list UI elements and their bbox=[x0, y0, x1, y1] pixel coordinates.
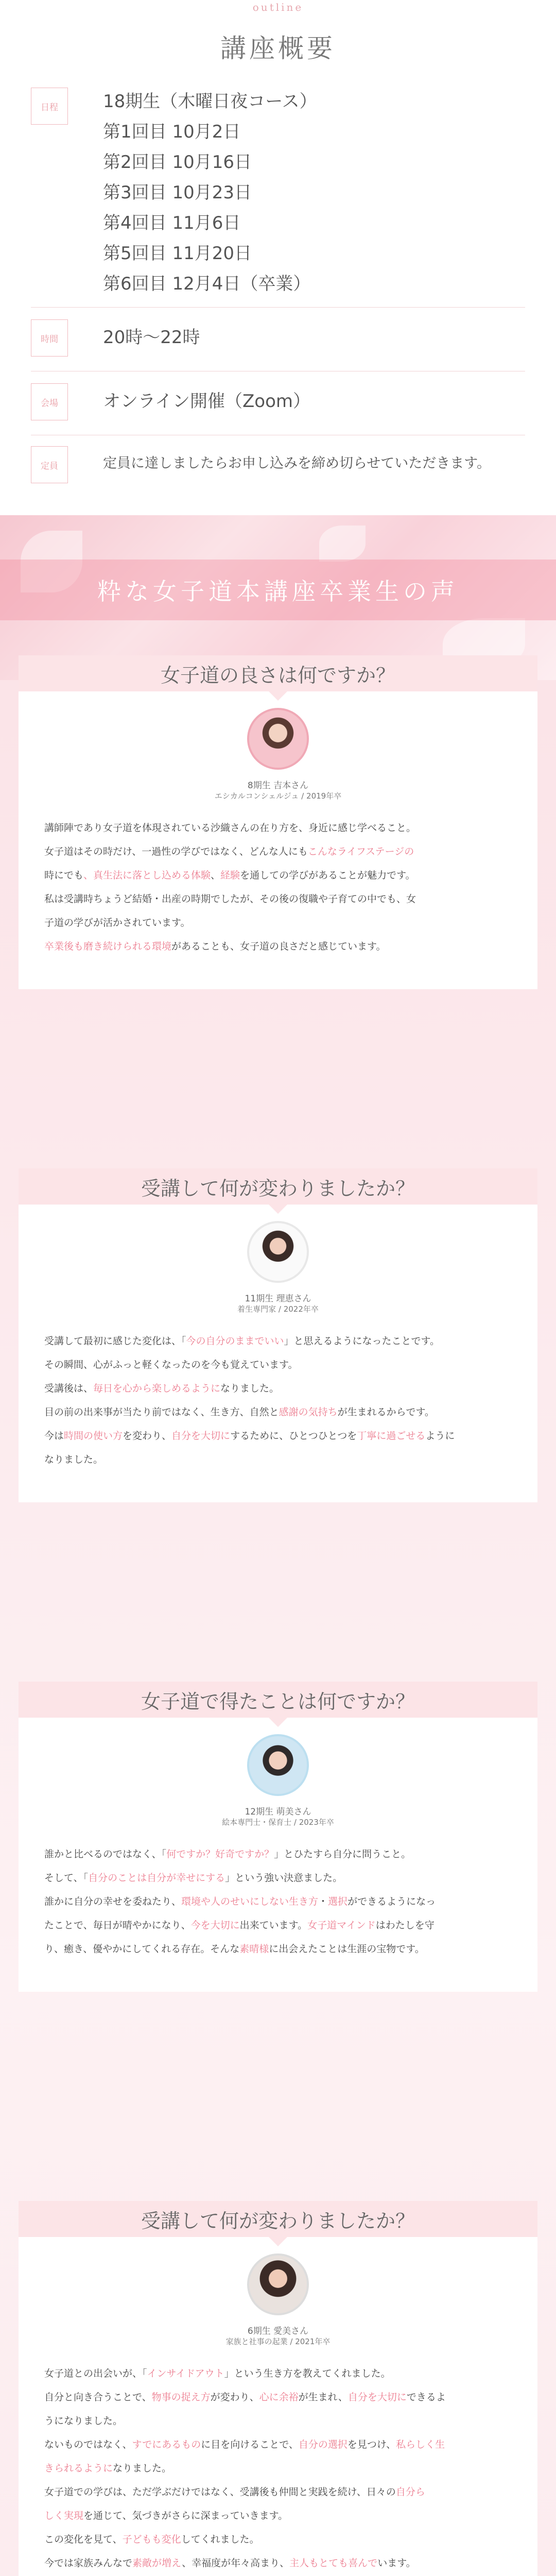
body-text: り、癒き、優やかにしてくれる存在。そんな bbox=[44, 1943, 240, 1955]
body-text: 出来ています。 bbox=[239, 1920, 308, 1931]
body-text: 時にでも bbox=[44, 870, 84, 881]
highlight-text: 子どもも変化 bbox=[122, 2534, 181, 2545]
voices-title-band bbox=[0, 560, 556, 620]
body-text: はわたしを守 bbox=[375, 1920, 435, 1931]
testimonial-line bbox=[44, 1842, 512, 1866]
testimonial-question: 受講して何が変わりましたか？ bbox=[19, 1168, 537, 1205]
body-text: があることも、女子道の良さだと感じています。 bbox=[171, 941, 386, 952]
highlight-text: 私らしく生 bbox=[396, 2439, 445, 2450]
body-text: 」と思えるようになったことです。 bbox=[284, 1335, 440, 1347]
highlight-text: インサイドアウト bbox=[147, 2368, 224, 2379]
testimonial-card bbox=[19, 655, 537, 989]
testimonial-card bbox=[19, 1682, 537, 1992]
venue-text: オンライン開催（Zoom） bbox=[103, 391, 310, 412]
outline-eyebrow: outline bbox=[252, 1, 304, 13]
testimonial-line bbox=[44, 1937, 512, 1961]
body-text: してくれました。 bbox=[181, 2534, 259, 2545]
testimonial-line bbox=[44, 1400, 512, 1424]
body-text: 自分と向き合うことで、 bbox=[44, 2392, 152, 2403]
outline-title: 講座概要 bbox=[220, 33, 336, 63]
body-text: 受講して最初に感じた変化は、「 bbox=[44, 1335, 186, 1347]
body-text: います。 bbox=[377, 2557, 416, 2569]
graduate-name: 11期生 理恵さん bbox=[245, 1294, 311, 1304]
testimonial-line bbox=[44, 911, 512, 935]
testimonial-line bbox=[44, 2433, 512, 2456]
body-text: 講師陣であり女子道を体現されている沙織さんの在り方を、身近に感じ学べること。 bbox=[44, 822, 416, 834]
highlight-text: 卒業後も磨き続けられる環境 bbox=[44, 941, 172, 952]
avatar bbox=[247, 2253, 309, 2315]
body-text: 」とひたすら自分に問うこと。 bbox=[274, 1849, 411, 1860]
capacity-text: 定員に達しましたらお申し込みを締め切らせていただきます。 bbox=[103, 455, 491, 471]
body-text: に出会えたことは生涯の宝物です。 bbox=[269, 1943, 425, 1955]
testimonial-line bbox=[44, 2504, 512, 2528]
body-text: この変化を見て、 bbox=[44, 2534, 123, 2545]
body-text: を変わり、 bbox=[123, 1430, 172, 1442]
testimonial-line bbox=[44, 1377, 512, 1400]
testimonial-line bbox=[44, 935, 512, 958]
testimonial-line bbox=[44, 1329, 512, 1353]
highlight-text: 自分を大切に bbox=[171, 1430, 231, 1442]
highlight-text: 何ですか？好奇ですか？ bbox=[166, 1849, 274, 1860]
graduate-role: 絵本専門士・保育士 / 2023年卒 bbox=[222, 1818, 334, 1827]
highlight-text: 時間の使い方 bbox=[64, 1430, 123, 1442]
body-text: 誰かに自分の幸せを委ねたり、 bbox=[44, 1896, 182, 1907]
body-text: 目の前の出来事が当たり前ではなく、生き方、自然と bbox=[44, 1406, 279, 1418]
graduate-role: 着生専門家 / 2022年卒 bbox=[237, 1304, 319, 1314]
body-text: その瞬間、心がふっと軽くなったのを今も覚えています。 bbox=[44, 1359, 298, 1370]
testimonial-line bbox=[44, 840, 512, 863]
time-badge: 時間 bbox=[31, 319, 68, 357]
testimonial-line bbox=[44, 887, 512, 911]
highlight-text: こんなライフステージの bbox=[307, 846, 414, 857]
body-text: 」という生き方を教えてくれました。 bbox=[224, 2368, 391, 2379]
testimonial-line bbox=[44, 1448, 512, 1471]
body-text: 、幸福度が年々高まり、 bbox=[182, 2557, 290, 2569]
highlight-text: 今の自分のままでいい bbox=[186, 1335, 284, 1347]
body-text: 今は bbox=[44, 1430, 64, 1442]
body-text: できるよ bbox=[406, 2392, 446, 2403]
highlight-text: 丁寧に過ごせる bbox=[357, 1430, 426, 1442]
testimonial-body bbox=[44, 1842, 512, 1961]
testimonial-question: 受講して何が変わりましたか？ bbox=[19, 2201, 537, 2237]
schedule-badge: 日程 bbox=[31, 88, 68, 125]
highlight-text: 選択 bbox=[328, 1896, 348, 1907]
testimonial-question: 女子道の良さは何ですか？ bbox=[19, 655, 537, 691]
highlight-text: 経験 bbox=[220, 870, 240, 881]
testimonial-line bbox=[44, 2456, 512, 2480]
body-text: 女子道との出会いが、「 bbox=[44, 2368, 147, 2379]
highlight-text: 女子道マインド bbox=[307, 1920, 376, 1931]
petal-decoration bbox=[319, 526, 366, 562]
body-text: そして、「 bbox=[44, 1872, 89, 1884]
divider bbox=[31, 307, 525, 308]
highlight-text: 物事の捉え方 bbox=[151, 2392, 211, 2403]
testimonial-card bbox=[19, 1168, 537, 1502]
body-text: を通しての学びがあることが魅力です。 bbox=[240, 870, 415, 881]
highlight-text: 自分の選択 bbox=[298, 2439, 348, 2450]
testimonial-line bbox=[44, 816, 512, 840]
body-text: なりました。 bbox=[113, 2463, 172, 2474]
body-text: 女子道はその時だけ、一過性の学びではなく、どんな人にも bbox=[44, 846, 308, 857]
highlight-text: すでにあるもの bbox=[132, 2439, 201, 2450]
voices-title: 粋な女子道本講座卒業生の声 bbox=[97, 578, 459, 605]
highlight-text: 自分ら bbox=[395, 2486, 425, 2498]
body-text: なりました。 bbox=[220, 1383, 280, 1394]
testimonial-line bbox=[44, 1913, 512, 1937]
testimonial-question: 女子道で得たことは何ですか？ bbox=[19, 1682, 537, 1718]
body-text: 」という強い決意ました。 bbox=[225, 1872, 343, 1884]
body-text: 子道の学びが活かされています。 bbox=[44, 917, 190, 928]
testimonial-line bbox=[44, 2480, 512, 2504]
body-text: 女子道での学びは、ただ学ぶだけではなく、受講後も仲間と実践を続け、日々の bbox=[44, 2486, 396, 2498]
testimonial-line bbox=[44, 863, 512, 887]
body-text: を通じて、気づきがさらに深まっていきます。 bbox=[83, 2510, 288, 2521]
venue-badge: 会場 bbox=[31, 383, 68, 420]
schedule-text: 18期生（木曜日夜コース） 第1回目 10月2日 第2回目 10月16日 第3回目 10月23日 第4回目 11月6日 第5回目 11月20日 第6回目 12月4日（卒業） bbox=[103, 91, 317, 294]
graduate-name: 12期生 萌美さん bbox=[245, 1807, 311, 1817]
graduate-name: 6期生 愛美さん bbox=[247, 2326, 309, 2336]
capacity-badge: 定員 bbox=[31, 446, 68, 483]
body-text: するために、ひとつひとつを bbox=[230, 1430, 357, 1442]
testimonial-body bbox=[44, 2362, 512, 2575]
highlight-text: 今を大切に bbox=[190, 1920, 240, 1931]
body-text: が変わり、 bbox=[210, 2392, 259, 2403]
testimonial-card bbox=[19, 2201, 537, 2576]
body-text: を見つけ、 bbox=[347, 2439, 396, 2450]
testimonial-line bbox=[44, 1890, 512, 1913]
body-text: に目を向けることで、 bbox=[201, 2439, 299, 2450]
highlight-text: きられるように bbox=[44, 2463, 113, 2474]
body-text: が生まれるからです。 bbox=[337, 1406, 435, 1418]
testimonial-line bbox=[44, 2385, 512, 2409]
body-text: ・ bbox=[318, 1896, 328, 1907]
body-text: ができるようになっ bbox=[348, 1896, 436, 1907]
body-text: ないものではなく、 bbox=[44, 2439, 132, 2450]
testimonial-line bbox=[44, 2362, 512, 2385]
avatar bbox=[247, 708, 309, 770]
testimonial-line bbox=[44, 1353, 512, 1377]
avatar bbox=[247, 1221, 309, 1283]
highlight-text: 自分のことは自分が幸せにする bbox=[88, 1872, 225, 1884]
highlight-text: 、真生法に落とし込める体験 bbox=[83, 870, 211, 881]
highlight-text: 環境や人のせいにしない生き方 bbox=[181, 1896, 319, 1907]
testimonial-line bbox=[44, 1424, 512, 1448]
highlight-text: しく実現 bbox=[44, 2510, 84, 2521]
highlight-text: 毎日を心から楽しめるように bbox=[93, 1383, 221, 1394]
testimonial-line bbox=[44, 2409, 512, 2433]
body-text: なりました。 bbox=[44, 1454, 103, 1465]
graduate-name: 8期生 吉本さん bbox=[247, 781, 309, 791]
body-text: 私は受講時ちょうど結婚・出産の時期でしたが、その後の復職や子育ての中でも、女 bbox=[44, 893, 416, 905]
highlight-text: 感謝の気持ち bbox=[279, 1406, 338, 1418]
testimonial-line bbox=[44, 2551, 512, 2575]
testimonial-line bbox=[44, 1866, 512, 1890]
testimonial-body bbox=[44, 1329, 512, 1471]
highlight-text: 素晴様 bbox=[239, 1943, 269, 1955]
highlight-text: 自分を大切に bbox=[348, 2392, 407, 2403]
outline-section bbox=[0, 0, 556, 515]
highlight-text: 素敵が増え bbox=[132, 2557, 182, 2569]
time-text: 20時〜22時 bbox=[103, 327, 200, 348]
testimonial-body bbox=[44, 816, 512, 958]
avatar bbox=[247, 1734, 309, 1796]
highlight-text: 心に余裕 bbox=[259, 2392, 299, 2403]
body-text: 受講後は、 bbox=[44, 1383, 94, 1394]
testimonial-line bbox=[44, 2528, 512, 2551]
graduate-role: エシカルコンシェルジュ / 2019年卒 bbox=[214, 791, 342, 801]
body-text: 今では家族みんなで bbox=[44, 2557, 133, 2569]
graduate-role: 家族と社事の起業 / 2021年卒 bbox=[225, 2337, 331, 2346]
body-text: 誰かと比べるのではなく、「 bbox=[44, 1849, 167, 1860]
body-text: うになりました。 bbox=[44, 2415, 123, 2427]
highlight-text: 主人もとても喜んで bbox=[289, 2557, 378, 2569]
body-text: たことで、毎日が晴やかになり、 bbox=[44, 1920, 191, 1931]
body-text: 、 bbox=[211, 870, 221, 881]
body-text: ように bbox=[425, 1430, 455, 1442]
body-text: が生まれ、 bbox=[298, 2392, 348, 2403]
